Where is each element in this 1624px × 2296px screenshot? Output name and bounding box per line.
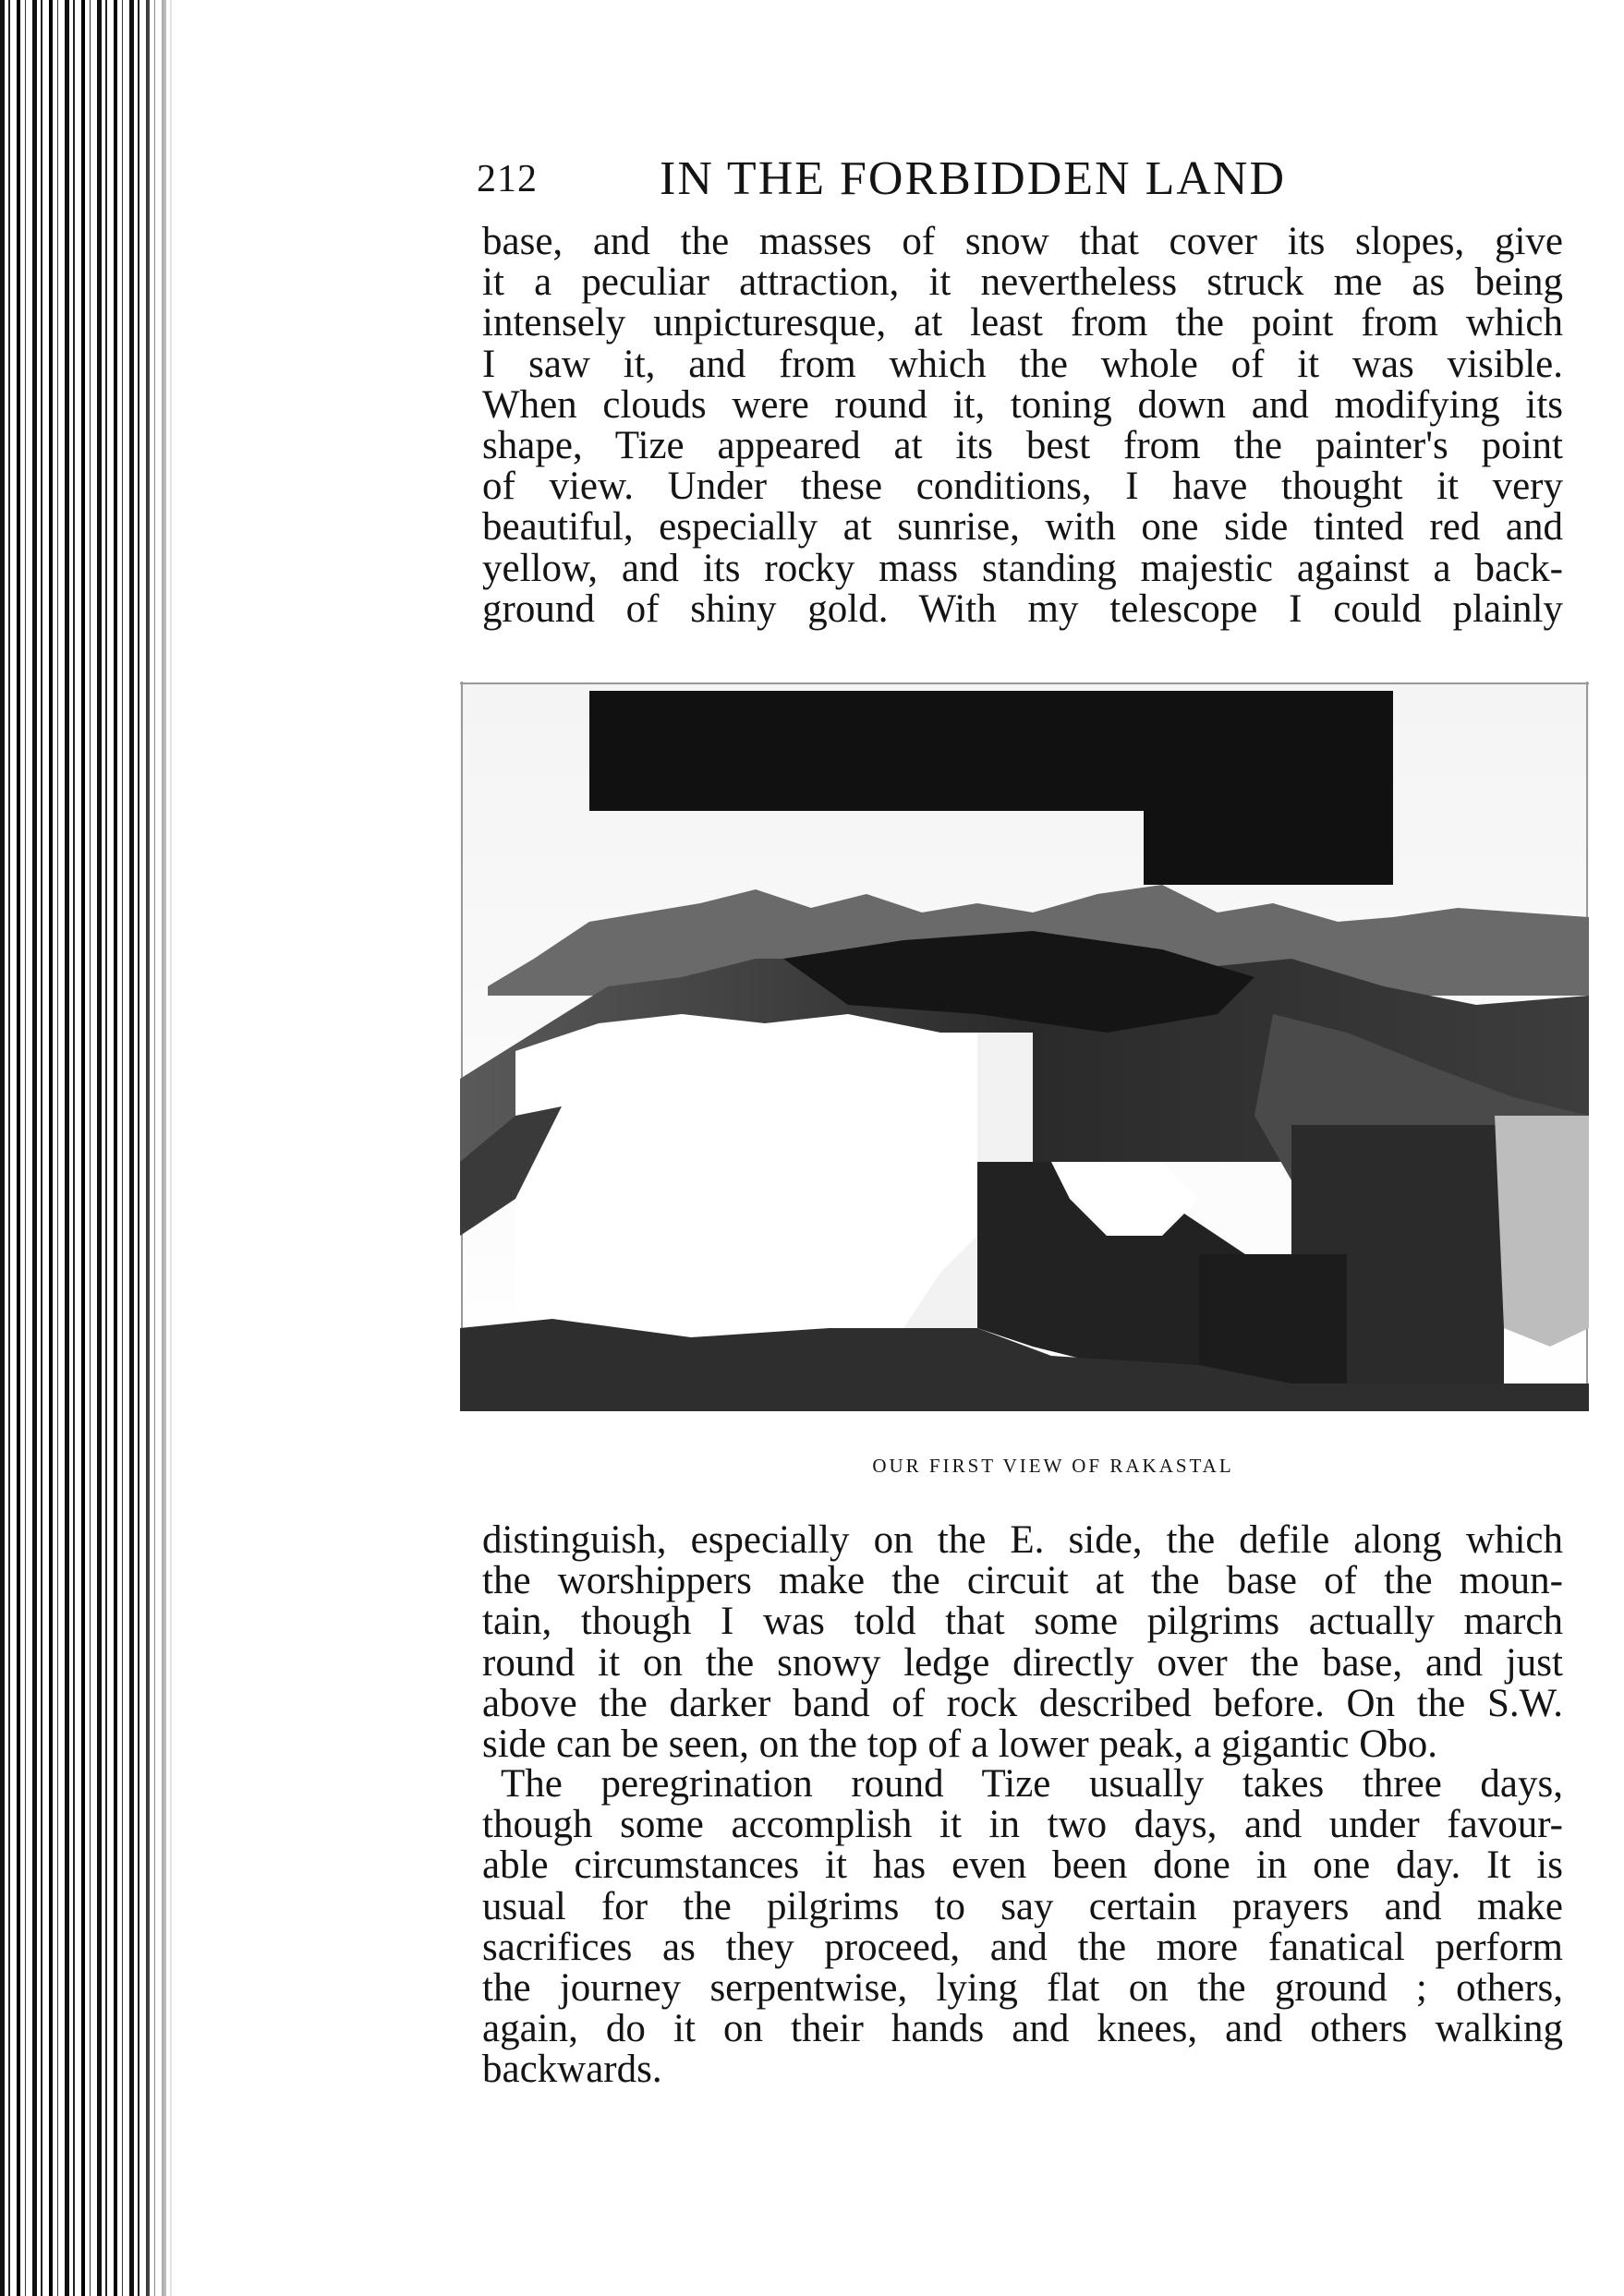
text-line: sacrifices as they proceed, and the more fanatical perform xyxy=(482,1925,1563,1969)
text-line: When clouds were round it, toning down and modifying its xyxy=(482,382,1563,427)
text-line: the worshippers make the circuit at the base of the moun- xyxy=(482,1559,1563,1603)
running-title: IN THE FORBIDDEN LAND xyxy=(660,152,1287,205)
text-line: ground of shiny gold. With my telescope I could plainly xyxy=(482,586,1563,631)
text-line: it a peculiar attraction, it nevertheless struck me as being xyxy=(482,260,1563,305)
text-line: base, and the masses of snow that cover its slopes, give xyxy=(482,220,1563,263)
text-line: of view. Under these conditions, I have thought it very xyxy=(482,465,1563,509)
paragraph-3 xyxy=(482,1764,1563,2091)
text-line: round it on the snowy ledge directly over the base, and just xyxy=(482,1640,1563,1685)
page-number: 212 xyxy=(477,158,538,200)
binding-shadow xyxy=(139,0,176,2296)
text-line: intensely unpicturesque, at least from the point from which xyxy=(482,301,1563,345)
text-line: backwards. xyxy=(482,2048,662,2092)
paragraph-1 xyxy=(482,222,1563,630)
text-line: distinguish, especially on the E. side, the defile along which xyxy=(482,1518,1563,1562)
running-head xyxy=(477,152,1391,211)
text-line: the journey serpentwise, lying flat on the ground ; others, xyxy=(482,1965,1563,2010)
text-line: usual for the pilgrims to say certain prayers and make xyxy=(482,1884,1563,1928)
text-line: side can be seen, on the top of a lower peak, a gigantic Obo. xyxy=(482,1722,1438,1766)
text-line: though some accomplish it in two days, and under favour- xyxy=(482,1803,1563,1847)
mountain-photo xyxy=(460,682,1589,1411)
text-line: tain, though I was told that some pilgrims actually march xyxy=(482,1600,1563,1644)
paragraph-2 xyxy=(482,1520,1563,1765)
text-line: beautiful, especially at sunrise, with one side tinted red and xyxy=(482,505,1563,550)
text-line: The peregrination round Tize usually takes three days, xyxy=(501,1762,1563,1806)
text-line: yellow, and its rocky mass standing majestic against a back- xyxy=(482,546,1563,590)
text-line: shape, Tize appeared at its best from the painter's point xyxy=(482,423,1563,467)
text-line: again, do it on their hands and knees, and others walking xyxy=(482,2007,1563,2051)
photo-plate xyxy=(460,682,1589,1411)
text-line: able circumstances it has even been done in one day. It is xyxy=(482,1843,1563,1888)
text-line: above the darker band of rock described before. On the S.W. xyxy=(482,1681,1563,1725)
text-line: I saw it, and from which the whole of it was visible. xyxy=(482,342,1563,386)
figure-caption: OUR FIRST VIEW OF RAKASTAL xyxy=(872,1455,1234,1477)
